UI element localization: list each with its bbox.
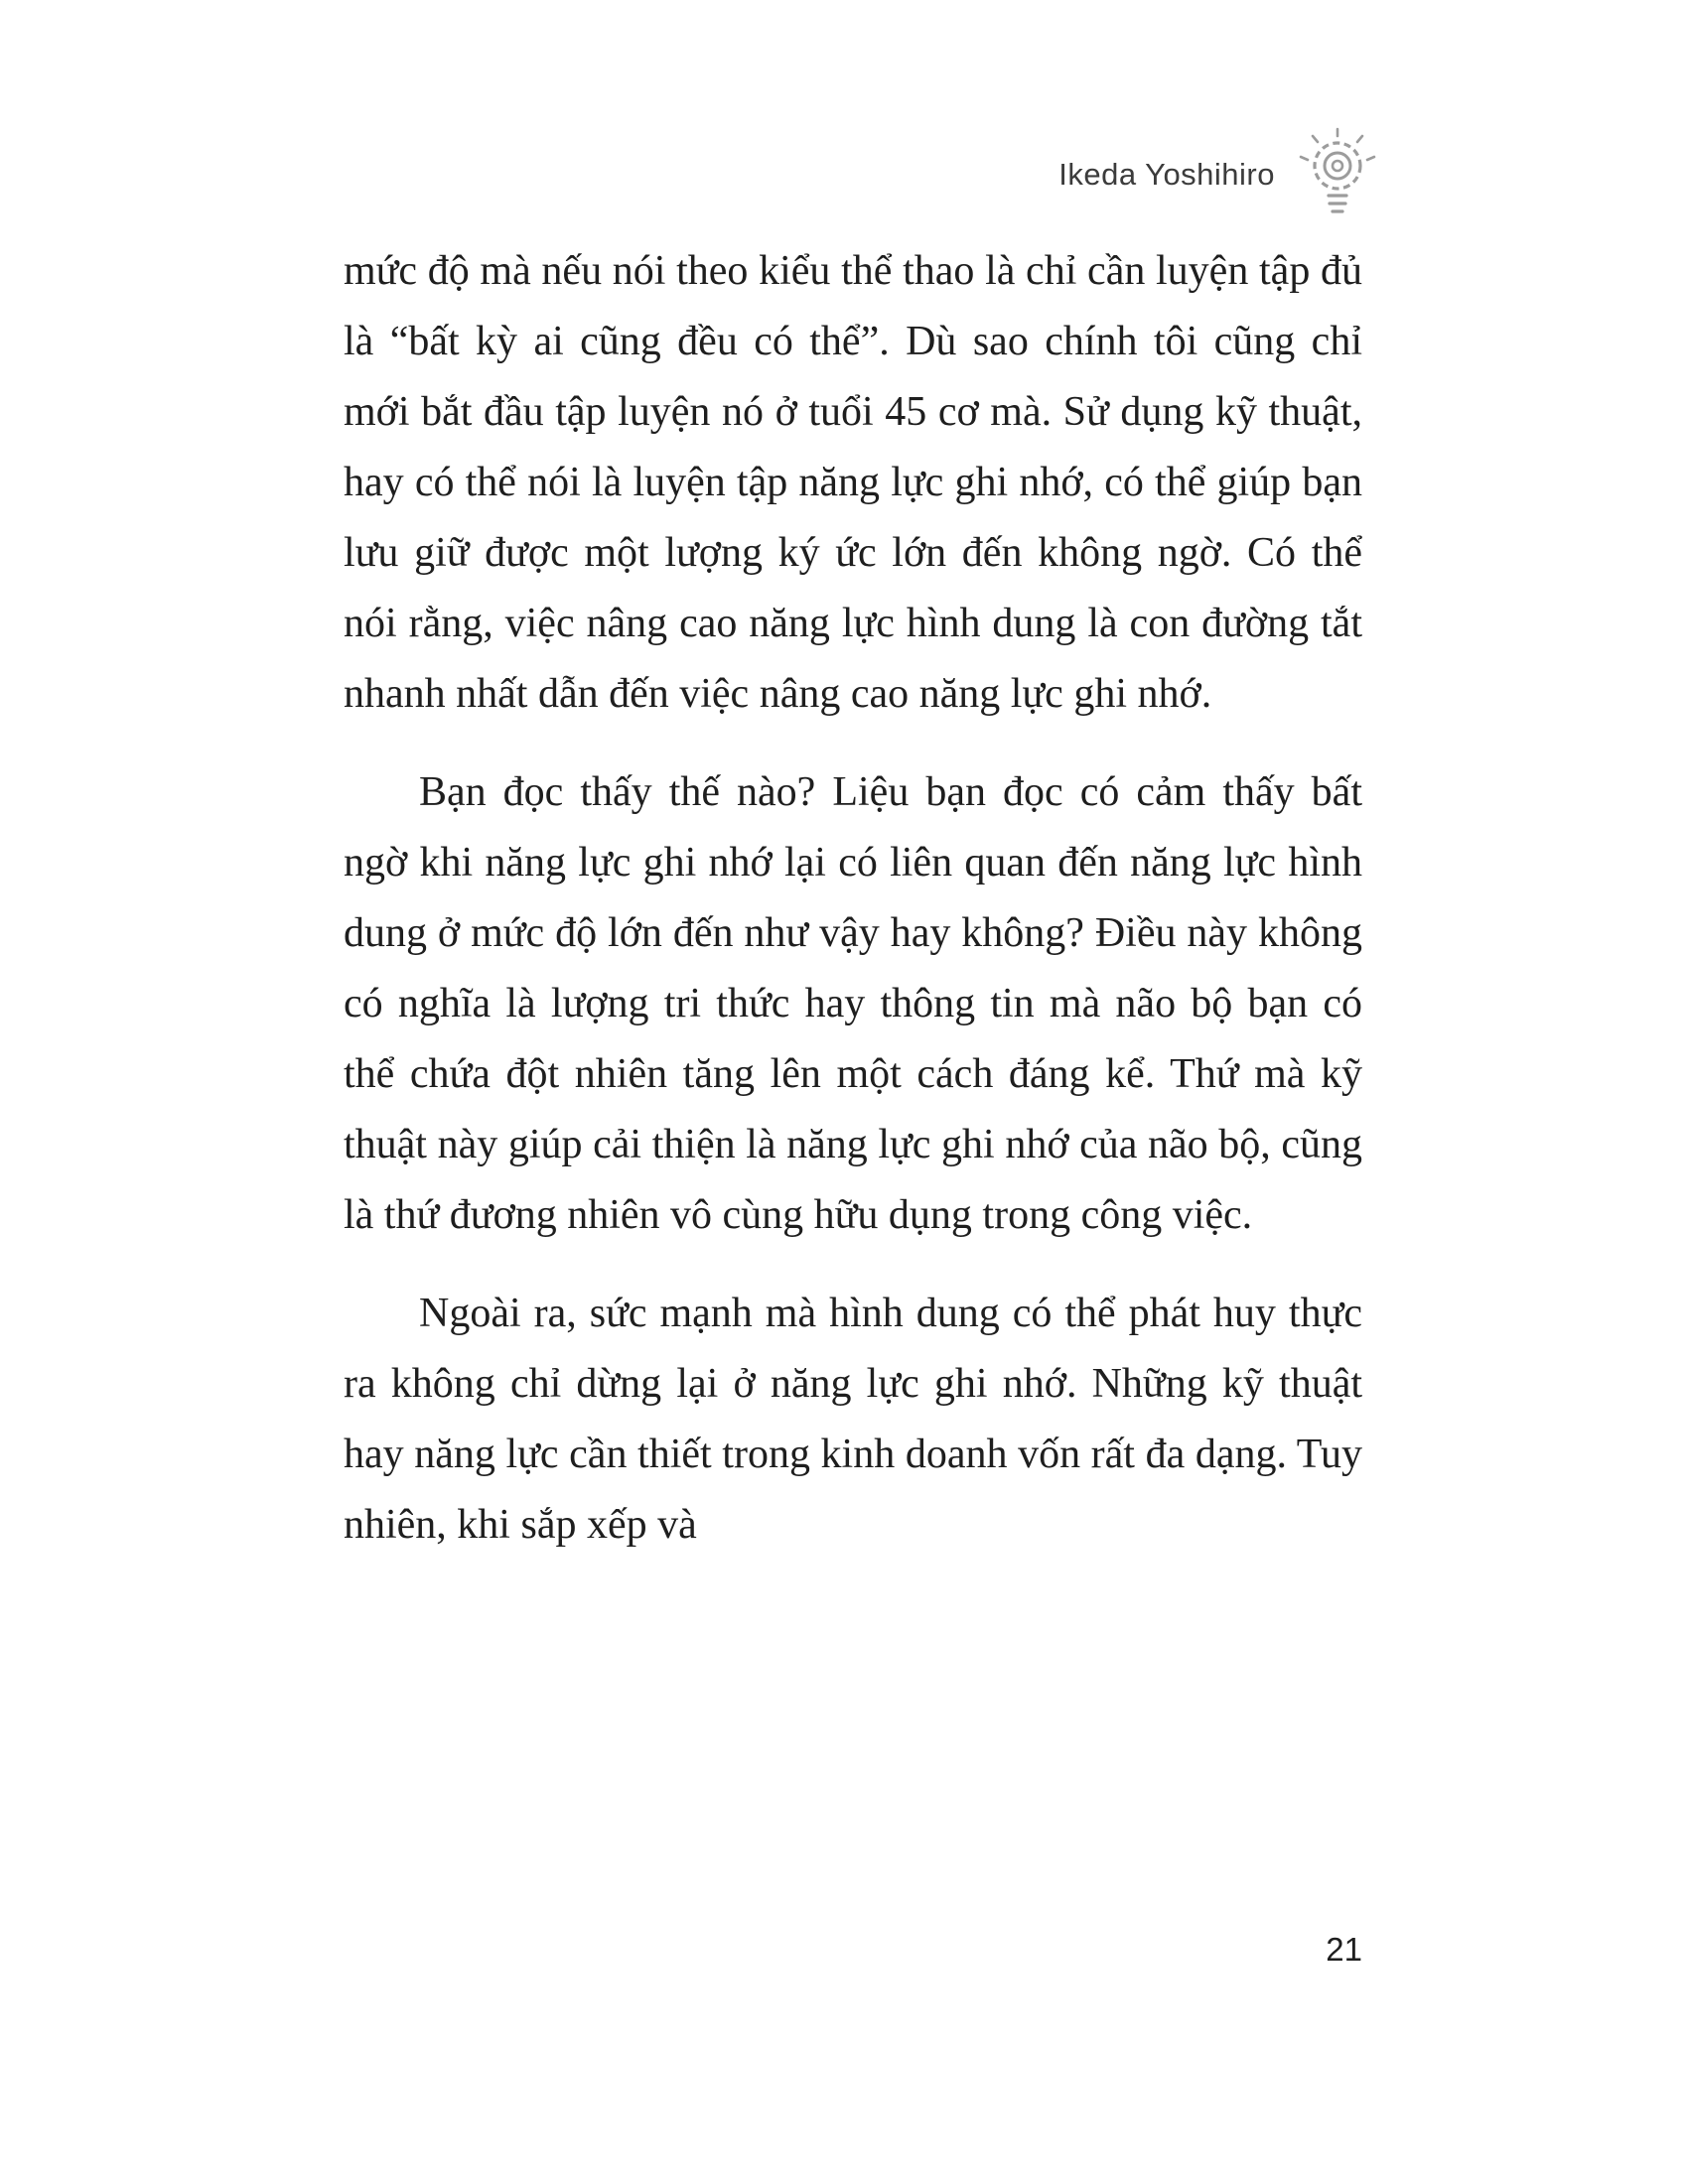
paragraph: mức độ mà nếu nói theo kiểu thể thao là chỉ cần luyện tập đủ là “bất kỳ ai cũng đều có thể”. Dù sao chính tôi cũng chỉ mới bắt đầu tập luyện nó ở tuổi 45 cơ mà. Sử dụng kỹ thuật, hay có thể nói là luyện tập năng lực ghi nhớ, có thể giúp bạn lưu giữ được một lượng ký ức lớn đến không ngờ. Có thể nói rằng, việc nâng cao năng lực hình dung là con đường tắt nhanh nhất dẫn đến việc nâng cao năng lực ghi nhớ. [344, 248, 1362, 717]
page-number: 21 [1326, 1931, 1362, 1968]
paragraph: Bạn đọc thấy thế nào? Liệu bạn đọc có cảm thấy bất ngờ khi năng lực ghi nhớ lại có liên quan đến năng lực hình dung ở mức độ lớn đến như vậy hay không? Điều này không có nghĩa là lượng tri thức hay thông tin mà não bộ bạn có thể chứa đột nhiên tăng lên một cách đáng kể. Thứ mà kỹ thuật này giúp cải thiện là năng lực ghi nhớ của não bộ, cũng là thứ đương nhiên vô cùng hữu dụng trong công việc. [344, 769, 1362, 1238]
gear-lightbulb-icon [1297, 127, 1378, 235]
author-name: Ikeda Yoshihiro [1058, 157, 1275, 192]
page-body [344, 236, 1362, 1561]
paragraph: Ngoài ra, sức mạnh mà hình dung có thể phát huy thực ra không chỉ dừng lại ở năng lực ghi nhớ. Những kỹ thuật hay năng lực cần thiết trong kinh doanh vốn rất đa dạng. Tuy nhiên, khi sắp xếp và [344, 1291, 1362, 1548]
page-header [1058, 127, 1378, 235]
page-footer [344, 1931, 1362, 1969]
